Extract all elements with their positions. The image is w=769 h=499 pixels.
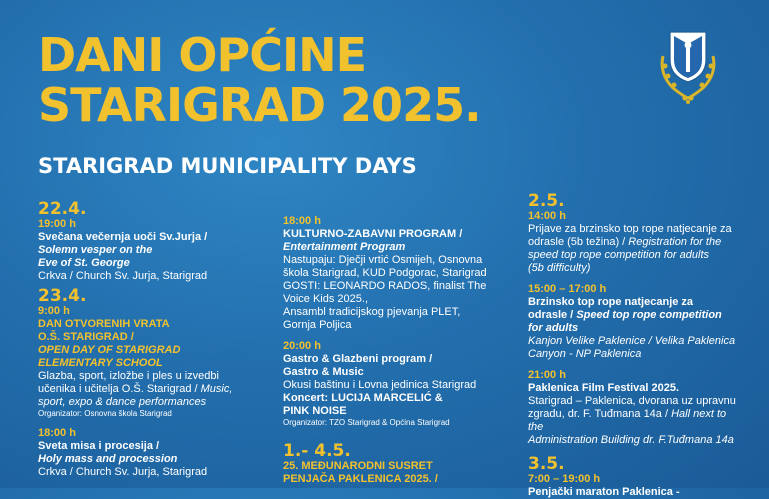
- event-date: 22.4.: [38, 199, 87, 219]
- event-title: Paklenica Film Festival 2025.: [528, 382, 680, 394]
- event-date: 23.4.: [38, 286, 87, 306]
- page-title: [38, 30, 481, 130]
- page-subtitle: STARIGRAD MUNICIPALITY DAYS: [38, 154, 417, 178]
- schedule-column-1: [38, 200, 264, 479]
- event-title: Brzinsko top rope natjecanje za: [528, 296, 694, 308]
- event-title: odrasle / Speed top rope competition: [528, 309, 722, 321]
- event-location: Crkva / Church Sv. Jurja, Starigrad: [38, 270, 208, 282]
- event-description: Prijave za brzinsko top rope natjecanje za: [528, 223, 732, 235]
- event-title: 25. MEĐUNARODNI SUSRET: [283, 460, 433, 472]
- event-location-en: Administration Building dr. F.Tuđmana 14a: [528, 434, 734, 446]
- event-title-en: Eve of St. George: [38, 257, 130, 269]
- title-line-1: DANI OPĆINE: [38, 28, 367, 82]
- event-time: 14:00 h: [528, 210, 566, 222]
- event-description-en: (5b difficulty): [528, 262, 591, 274]
- event-title-en: Gastro & Music: [283, 366, 364, 378]
- event-description: Ansambl tradicijskog pjevanja PLET,: [283, 306, 461, 318]
- event-description: Glazba, sport, izložbe i ples u izvedbi: [38, 370, 219, 382]
- event-title-en: OPEN DAY OF STARIGRAD: [38, 344, 181, 356]
- event-time: 18:00 h: [283, 215, 321, 227]
- schedule-column-3: [528, 192, 738, 499]
- title-line-2: STARIGRAD 2025.: [38, 78, 481, 132]
- event-time: 18:00 h: [38, 427, 76, 439]
- event-title: Penjački maraton Paklenica -: [528, 486, 680, 498]
- event-title: PENJAČA PAKLENICA 2025. /: [283, 473, 438, 485]
- event-location: Crkva / Church Sv. Jurja, Starigrad: [38, 466, 208, 478]
- event-date: 2.5.: [528, 191, 565, 211]
- event-time: 20:00 h: [283, 340, 321, 352]
- event-title: KULTURNO-ZABAVNI PROGRAM /: [283, 228, 463, 240]
- event-description: Gornja Poljica: [283, 319, 352, 331]
- event-date: 3.5.: [528, 454, 565, 474]
- event-location: Starigrad – Paklenica, dvorana uz upravnu: [528, 395, 736, 407]
- event-time: 21:00 h: [528, 369, 566, 381]
- event-organizer: Organizator: TZO Starigrad & Općina Starigrad: [283, 418, 450, 427]
- event-title-en: for adults: [528, 322, 579, 334]
- event-description: škola Starigrad, KUD Podgorac, Starigrad: [283, 267, 487, 279]
- event-performer: PINK NOISE: [283, 405, 347, 417]
- event-location: Kanjon Velike Paklenice / Velika Paklenica: [528, 335, 736, 347]
- event-location: zgradu, dr. F. Tuđmana 14a / Hall next to the: [528, 408, 727, 433]
- event-title: Gastro & Glazbeni program /: [283, 353, 433, 365]
- event-description: Okusi baštinu i Lovna jedinica Starigrad: [283, 379, 477, 391]
- event-title-en: ELEMENTARY SCHOOL: [38, 357, 163, 369]
- event-time: 19:00 h: [38, 218, 76, 230]
- event-title-en: Entertainment Program: [283, 241, 406, 253]
- event-date: 1.- 4.5.: [283, 441, 351, 461]
- event-time: 7:00 – 19:00 h: [528, 473, 601, 485]
- event-description: odrasle (5b težina) / Registration for the: [528, 236, 722, 248]
- event-title: Svečana večernja uoči Sv.Jurja /: [38, 231, 208, 243]
- event-location: Canyon - NP Paklenica: [528, 348, 642, 360]
- event-title-en: Solemn vesper on the: [38, 244, 153, 256]
- event-description-en: speed top rope competition for adults: [528, 249, 710, 261]
- schedule-column-2: [283, 215, 501, 486]
- event-description-en: sport, expo & dance performances: [38, 396, 207, 408]
- event-title-en: Holy mass and procession: [38, 453, 178, 465]
- event-description: učenika i učitelja O.Š. Starigrad / Music,: [38, 383, 233, 395]
- event-description: Voice Kids 2025.,: [283, 293, 369, 305]
- event-title: O.Š. STARIGRAD /: [38, 331, 134, 343]
- event-title: Sveta misa i procesija /: [38, 440, 160, 452]
- event-organizer: Organizator: Osnovna škola Starigrad: [38, 409, 172, 418]
- coat-of-arms-icon: [655, 30, 721, 104]
- event-time: 15:00 – 17:00 h: [528, 283, 607, 295]
- event-description: GOSTI: LEONARDO RADOS, finalist The: [283, 280, 487, 292]
- event-time: 9:00 h: [38, 305, 70, 317]
- event-description: Nastupaju: Dječji vrtić Osmijeh, Osnovna: [283, 254, 483, 266]
- event-title: DAN OTVORENIH VRATA: [38, 318, 170, 330]
- event-performer: Koncert: LUCIJA MARCELIĆ &: [283, 392, 443, 404]
